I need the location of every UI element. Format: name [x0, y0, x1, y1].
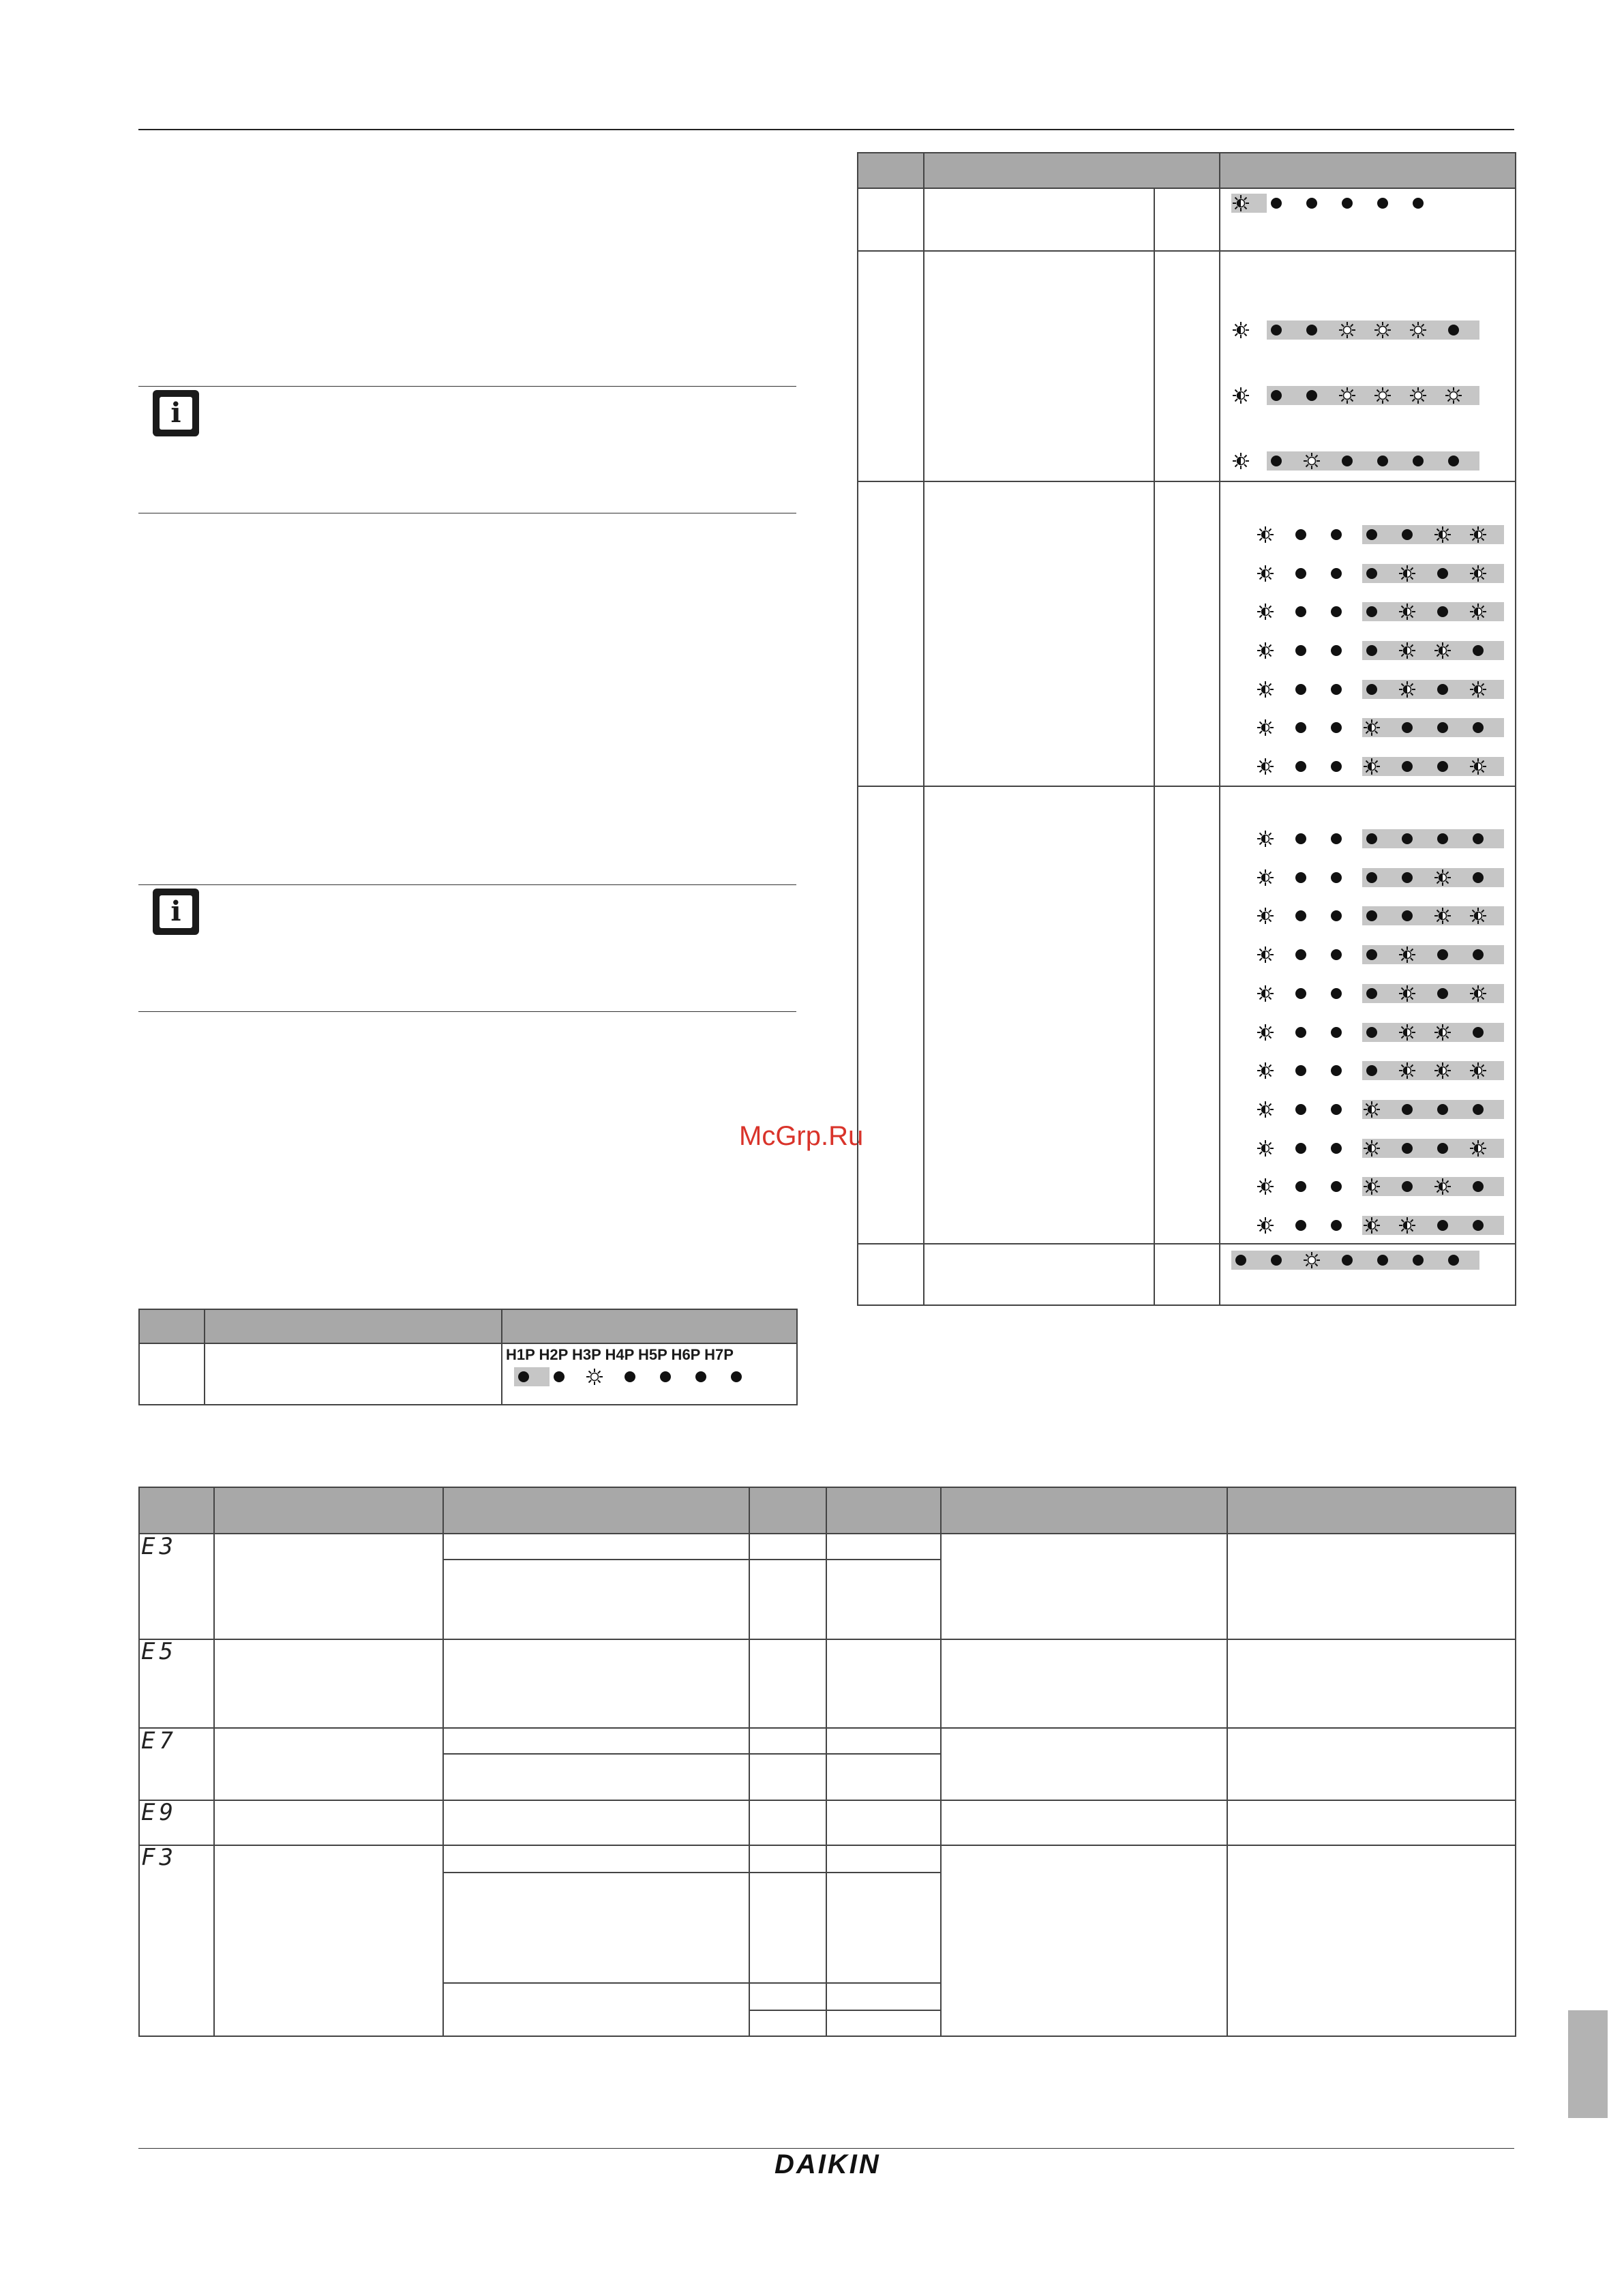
led-on-icon [1398, 526, 1413, 541]
led-on-icon [1363, 565, 1378, 580]
led-on-icon [1327, 869, 1342, 884]
led-blink-icon [1469, 526, 1484, 541]
led-on-icon [1434, 1139, 1449, 1154]
led-on-icon [1267, 1251, 1282, 1266]
led-on-icon [1398, 1178, 1413, 1193]
led-on-icon [1469, 1101, 1484, 1116]
error-code-E7: E7 [141, 1727, 177, 1755]
led-on-icon [1363, 603, 1378, 618]
led-blink-icon [1257, 907, 1272, 922]
error-code-table [138, 1487, 1516, 2037]
led-on-icon [1303, 321, 1318, 336]
led-on-icon [727, 1368, 742, 1383]
led-on-icon [1445, 321, 1460, 336]
led-on-icon [1409, 1251, 1424, 1266]
led-on-icon [1445, 452, 1460, 467]
led-on-icon [1267, 321, 1282, 336]
led-on-icon [1363, 526, 1378, 541]
led-blink-icon [1434, 1024, 1449, 1039]
led-blink-icon [1469, 907, 1484, 922]
led-on-icon [1327, 681, 1342, 696]
led-blink-icon [1434, 869, 1449, 884]
led-blink-icon [1398, 603, 1413, 618]
led-off-icon [1409, 321, 1424, 336]
led-on-icon [1338, 452, 1353, 467]
led-blink-icon [1232, 321, 1247, 336]
led-blink-icon [1398, 681, 1413, 696]
led-blink-icon [1257, 869, 1272, 884]
led-on-icon [1445, 1251, 1460, 1266]
led-on-icon [1327, 1139, 1342, 1154]
led-on-icon [1398, 719, 1413, 734]
error-code-F3: F3 [141, 1844, 177, 1871]
led-blink-icon [1363, 1101, 1378, 1116]
led-on-icon [1292, 869, 1307, 884]
led-off-icon [1409, 387, 1424, 402]
led-on-icon [1292, 946, 1307, 961]
led-on-icon [1374, 452, 1389, 467]
led-on-icon [1327, 1101, 1342, 1116]
led-blink-icon [1398, 985, 1413, 1000]
led-on-icon [1434, 985, 1449, 1000]
led-on-icon [1469, 642, 1484, 657]
led-on-icon [1409, 452, 1424, 467]
led-on-icon [1338, 194, 1353, 209]
led-blink-icon [1469, 985, 1484, 1000]
led-blink-icon [1363, 1217, 1378, 1232]
led-on-icon [1363, 830, 1378, 845]
led-blink-icon [1469, 603, 1484, 618]
led-blink-icon [1257, 830, 1272, 845]
led-on-icon [1292, 1217, 1307, 1232]
led-blink-icon [1257, 565, 1272, 580]
led-on-icon [1327, 1062, 1342, 1077]
watermark: McGrp.Ru [739, 1121, 864, 1151]
led-off-icon [1445, 387, 1460, 402]
error-code-E5: E5 [141, 1638, 177, 1665]
led-off-icon [1303, 452, 1318, 467]
led-on-icon [1469, 830, 1484, 845]
led-blink-icon [1434, 907, 1449, 922]
led-on-icon [1292, 526, 1307, 541]
led-header-labels: H1P H2P H3P H4P H5P H6P H7P [506, 1346, 734, 1363]
info-icon: i [153, 889, 199, 935]
led-on-icon [1292, 681, 1307, 696]
led-on-icon [1469, 946, 1484, 961]
led-on-icon [1398, 758, 1413, 773]
led-on-icon [1327, 907, 1342, 922]
led-on-icon [1267, 194, 1282, 209]
led-on-icon [1327, 946, 1342, 961]
led-on-icon [1292, 907, 1307, 922]
led-blink-icon [1398, 946, 1413, 961]
led-blink-icon [1469, 758, 1484, 773]
led-blink-icon [1469, 565, 1484, 580]
led-blink-icon [1232, 452, 1247, 467]
led-on-icon [1338, 1251, 1353, 1266]
led-blink-icon [1469, 1139, 1484, 1154]
led-blink-icon [1363, 1139, 1378, 1154]
top-rule [138, 129, 1514, 130]
led-blink-icon [1398, 1062, 1413, 1077]
led-on-icon [1292, 565, 1307, 580]
led-blink-icon [1398, 1217, 1413, 1232]
led-on-icon [1434, 565, 1449, 580]
led-on-icon [1374, 1251, 1389, 1266]
info-icon: i [153, 390, 199, 436]
led-on-icon [1327, 565, 1342, 580]
led-blink-icon [1257, 1217, 1272, 1232]
led-blink-icon [1434, 1178, 1449, 1193]
led-blink-icon [1363, 1178, 1378, 1193]
led-blink-icon [1232, 387, 1247, 402]
led-off-icon [1374, 387, 1389, 402]
error-code-E3: E3 [141, 1533, 177, 1560]
led-blink-icon [1257, 1178, 1272, 1193]
led-blink-icon [1257, 526, 1272, 541]
led-on-icon [1292, 603, 1307, 618]
daikin-logo: DAIKIN [775, 2149, 881, 2179]
led-on-icon [692, 1368, 707, 1383]
led-off-icon [1303, 1251, 1318, 1266]
led-off-icon [1338, 321, 1353, 336]
led-on-icon [1434, 719, 1449, 734]
led-on-icon [1434, 1101, 1449, 1116]
led-on-icon [1327, 719, 1342, 734]
led-on-icon [1327, 1217, 1342, 1232]
led-on-icon [621, 1368, 636, 1383]
led-on-icon [1303, 387, 1318, 402]
led-blink-icon [1257, 642, 1272, 657]
led-on-icon [1398, 869, 1413, 884]
led-blink-icon [1398, 565, 1413, 580]
led-blink-icon [1232, 194, 1247, 209]
led-on-icon [1327, 985, 1342, 1000]
led-on-icon [1363, 681, 1378, 696]
led-on-icon [1327, 642, 1342, 657]
notice-1-top-rule [138, 386, 796, 387]
led-blink-icon [1257, 719, 1272, 734]
led-on-icon [1363, 1062, 1378, 1077]
led-off-icon [586, 1368, 601, 1383]
section-side-tab [1568, 2010, 1608, 2118]
led-blink-icon [1363, 758, 1378, 773]
led-on-icon [1267, 452, 1282, 467]
led-blink-icon [1257, 1024, 1272, 1039]
bottom-rule [138, 2148, 1514, 2149]
led-on-icon [1292, 1178, 1307, 1193]
led-blink-icon [1257, 603, 1272, 618]
led-blink-icon [1257, 1139, 1272, 1154]
led-on-icon [1292, 830, 1307, 845]
led-on-icon [1363, 1024, 1378, 1039]
error-code-E9: E9 [141, 1799, 177, 1826]
notice-2-bottom-rule [138, 1011, 796, 1012]
led-blink-icon [1257, 946, 1272, 961]
led-on-icon [1434, 758, 1449, 773]
led-on-icon [1469, 1024, 1484, 1039]
led-on-icon [1303, 194, 1318, 209]
led-on-icon [1363, 946, 1378, 961]
led-on-icon [1267, 387, 1282, 402]
led-on-icon [1327, 526, 1342, 541]
led-blink-icon [1398, 642, 1413, 657]
led-on-icon [1469, 869, 1484, 884]
led-on-icon [1292, 719, 1307, 734]
led-on-icon [1292, 758, 1307, 773]
led-blink-icon [1434, 642, 1449, 657]
led-blink-icon [1257, 1062, 1272, 1077]
led-blink-icon [1398, 1024, 1413, 1039]
led-off-icon [1374, 321, 1389, 336]
led-blink-icon [1257, 1101, 1272, 1116]
led-on-icon [1363, 869, 1378, 884]
led-blink-icon [1434, 526, 1449, 541]
notice-2-top-rule [138, 884, 796, 885]
led-on-icon [1374, 194, 1389, 209]
led-on-icon [1327, 603, 1342, 618]
led-on-icon [1292, 642, 1307, 657]
led-on-icon [1292, 1062, 1307, 1077]
led-on-icon [550, 1368, 565, 1383]
led-on-icon [515, 1368, 530, 1383]
led-on-icon [1363, 907, 1378, 922]
led-on-icon [1434, 681, 1449, 696]
led-blink-icon [1469, 681, 1484, 696]
led-on-icon [1434, 1217, 1449, 1232]
led-on-icon [1232, 1251, 1247, 1266]
led-on-icon [1409, 194, 1424, 209]
led-on-icon [1327, 758, 1342, 773]
led-blink-icon [1363, 719, 1378, 734]
led-blink-icon [1257, 985, 1272, 1000]
led-on-icon [1292, 985, 1307, 1000]
led-on-icon [1327, 830, 1342, 845]
led-on-icon [1434, 946, 1449, 961]
led-on-icon [1469, 719, 1484, 734]
led-blink-icon [1434, 1062, 1449, 1077]
led-on-icon [1434, 603, 1449, 618]
led-on-icon [1327, 1024, 1342, 1039]
led-on-icon [1363, 642, 1378, 657]
led-on-icon [657, 1368, 672, 1383]
led-on-icon [1292, 1139, 1307, 1154]
led-on-icon [1327, 1178, 1342, 1193]
led-on-icon [1398, 1101, 1413, 1116]
led-on-icon [1434, 830, 1449, 845]
led-on-icon [1398, 830, 1413, 845]
led-on-icon [1292, 1024, 1307, 1039]
led-on-icon [1469, 1178, 1484, 1193]
led-blink-icon [1469, 1062, 1484, 1077]
led-blink-icon [1257, 758, 1272, 773]
led-on-icon [1292, 1101, 1307, 1116]
led-on-icon [1398, 1139, 1413, 1154]
led-off-icon [1338, 387, 1353, 402]
led-on-icon [1363, 985, 1378, 1000]
led-blink-icon [1257, 681, 1272, 696]
led-on-icon [1469, 1217, 1484, 1232]
led-on-icon [1398, 907, 1413, 922]
